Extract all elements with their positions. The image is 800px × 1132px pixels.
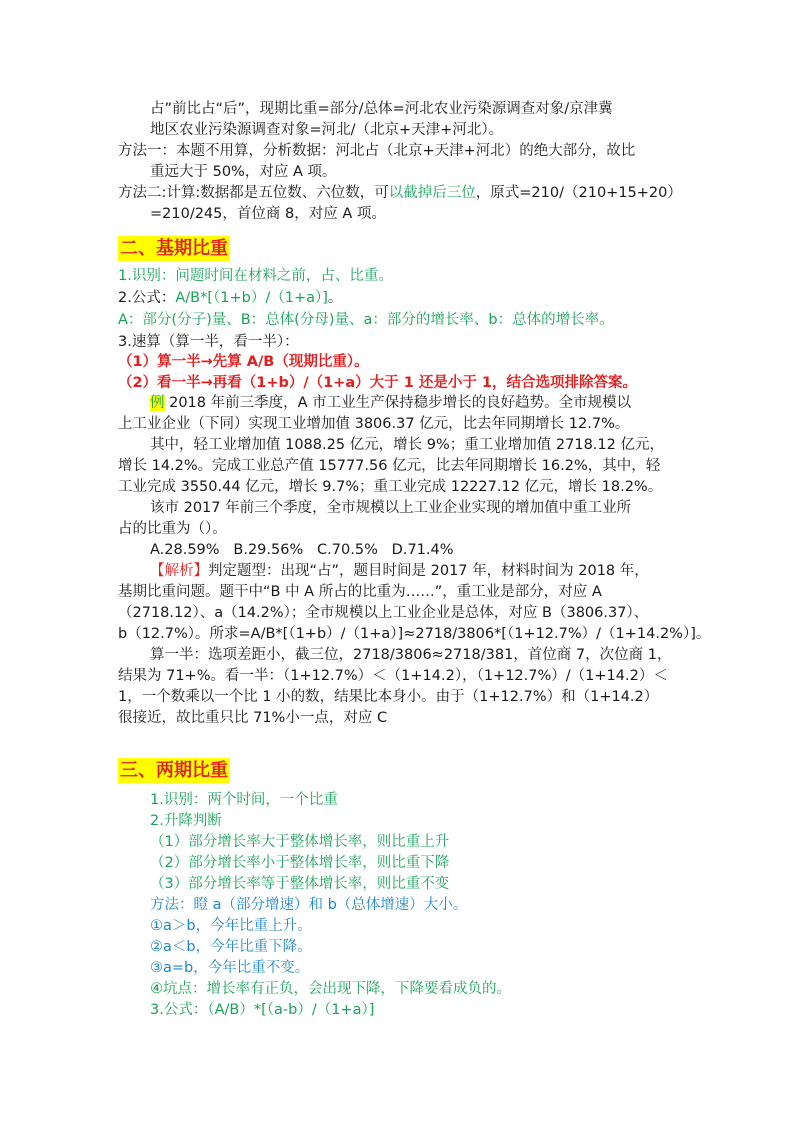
s2-step-2: （2）看一半→再看（1+b）/（1+a）大于 1 还是小于 1，结合选项排除答案。	[118, 375, 637, 391]
question-line-1: 该市 2017 年前三个季度，全市规模以上工业企业实现的增加值中重工业所	[150, 500, 632, 516]
section-2-title: 二、基期比重	[120, 238, 228, 259]
s3-pitfall: ④坑点：增长率有正负，会出现下降，下降要看成负的。	[150, 981, 511, 997]
method-2-line-1	[118, 183, 682, 203]
analysis-text-1: 判定题型：出现“占”，题目时间是 2017 年，材料时间为 2018 年，	[208, 563, 649, 579]
method-2-formula: ，原式=210/（210+15+20）	[475, 185, 682, 201]
example-line-5: 工业完成 3550.44 亿元，增长 9.7%；重工业完成 12227.12 亿元，增长 18.2%。	[118, 479, 663, 495]
s3-case-3: ③a=b，今年比重不变。	[150, 960, 310, 976]
calc-line-1: 算一半：选项差距小，截三位，2718/3806≈2718/381，首位商 7，次位商 1，	[150, 647, 672, 663]
method-1-line-2: 重远大于 50%，对应 A 项。	[150, 164, 337, 180]
s3-rule-3: （3）部分增长率等于整体增长率，则比重不变	[150, 876, 450, 892]
example-line-4: 增长 14.2%。完成工业总产值 15777.56 亿元，比去年同期增长 16.2%，其中，轻	[118, 458, 661, 474]
s3-case-2: ②a＜b，今年比重下降。	[150, 939, 312, 955]
s2-formula-label: 2.公式：	[118, 290, 176, 306]
analysis-line-4: b（12.7%）。所求=A/B*[（1+b）/（1+a）]≈2718/3806*[（1+12.7%）/（1+14.2%）]。	[118, 626, 711, 642]
method-2-highlight: 以截掉后三位	[388, 185, 476, 201]
analysis-line-3: （2718.12）、a（14.2%）；全市规模以上工业企业是总体，对应 B（3806.37）、	[118, 605, 649, 621]
s3-judgement: 2.升降判断	[150, 813, 222, 829]
method-1-line-1: 方法一：本题不用算，分析数据：河北占（北京+天津+河北）的绝大部分，故比	[118, 143, 636, 159]
section-3-title: 三、两期比重	[120, 760, 228, 781]
example-line-2: 上工业企业（下同）实现工业增加值 3806.37 亿元，比去年同期增长 12.7%。	[118, 416, 630, 432]
s3-formula: 3.公式：（A/B）*[（a-b）/（1+a）]	[150, 1002, 375, 1018]
intro-line-1: 占”前比占“后”，现期比重=部分/总体=河北农业污染源调查对象/京津冀	[150, 101, 613, 117]
example-tag: 例	[150, 395, 165, 411]
question-line-2: 占的比重为（）。	[118, 521, 227, 537]
s3-identify: 1.识别：两个时间，一个比重	[150, 792, 338, 808]
example-line-1	[150, 393, 631, 413]
calc-line-3: 1，一个数乘以一个比 1 小的数，结果比本身小。由于（1+12.7%）和（1+14.2）	[118, 689, 659, 705]
example-text-1: 2018 年前三季度，A 市工业生产保持稳步增长的良好趋势。全市规模以	[164, 395, 632, 411]
s2-identify: 1.识别：问题时间在材料之前，占、比重。	[118, 268, 393, 284]
method-2-text: 方法二:计算:数据都是五位数、六位数，可	[118, 185, 389, 201]
calc-line-2: 结果为 71+%。看一半：（1+12.7%）＜（1+14.2），（1+12.7%）/（1+14.2）＜	[118, 668, 668, 684]
method-2-line-2: =210/245，首位商 8，对应 A 项。	[150, 206, 386, 222]
example-line-3: 其中，轻工业增加值 1088.25 亿元，增长 9%；重工业增加值 2718.12 亿元，	[150, 437, 664, 453]
s2-formula-end: 。	[327, 290, 343, 306]
s3-rule-1: （1）部分增长率大于整体增长率，则比重上升	[150, 834, 450, 850]
s3-method: 方法：瞪 a（部分增速）和 b（总体增速）大小。	[150, 897, 468, 913]
s2-quick-calc: 3.速算（算一半，看一半）：	[118, 334, 299, 350]
calc-line-4: 很接近，故比重只比 71%小一点，对应 C	[118, 710, 388, 726]
s3-case-1: ①a＞b，今年比重上升。	[150, 918, 312, 934]
analysis-tag: 【解析】	[150, 563, 208, 579]
answer-options: A.28.59% B.29.56% C.70.5% D.71.4%	[150, 542, 454, 558]
s3-rule-2: （2）部分增长率小于整体增长率，则比重下降	[150, 855, 450, 871]
s2-variables: A：部分(分子)量、B：总体(分母)量、a：部分的增长率、b：总体的增长率。	[118, 312, 614, 328]
analysis-line-2: 基期比重问题。题干中“B 中 A 所占的比重为……”，重工业是部分，对应 A	[118, 584, 602, 600]
s2-formula-line	[118, 288, 342, 308]
analysis-line-1	[150, 561, 649, 581]
s2-step-1: （1）算一半→先算 A/B（现期比重）。	[118, 354, 369, 370]
intro-line-2: 地区农业污染源调查对象=河北/（北京+天津+河北）。	[150, 122, 504, 138]
s2-formula: A/B*[（1+b）/（1+a）]	[175, 290, 328, 306]
